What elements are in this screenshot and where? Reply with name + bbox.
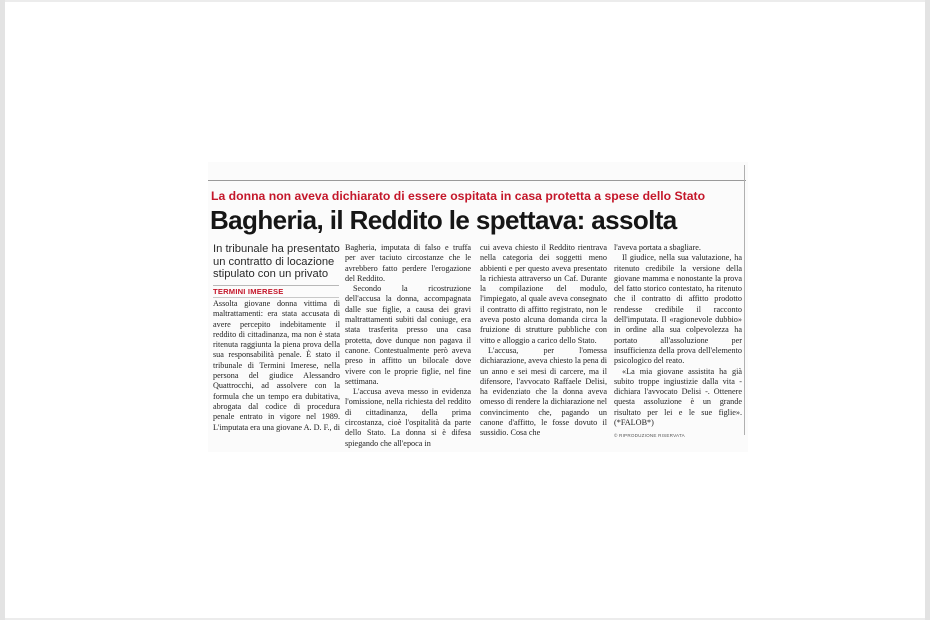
article-subhead: In tribunale ha presentato un contratto di locazione stipulato con un privato <box>213 243 340 281</box>
article-column-2 <box>345 243 471 449</box>
column-2-paragraph-1: Bagheria, imputata di falso e truffa per aver taciuto circostanze che le avrebbero fatto perdere l'erogazione del Reddito. <box>345 243 471 283</box>
frame-right-edge <box>925 0 930 620</box>
column-3-paragraph-2: L'accusa, per l'omessa dichiarazione, aveva chiesto la pena di un anno e sei mesi di carcere, ma il difensore, l'avvocato Raffaele Delisi, ha evidenziato che la donna aveva omesso di rendere la dichiarazione nel convincimento che, pagando un canone d'affitto, le fosse dovuto il sussidio. Cosa che <box>480 345 607 438</box>
article-dateline: TERMINI IMERESE <box>213 287 284 296</box>
frame-left-edge <box>0 0 5 620</box>
column-4-paragraph-1: l'aveva portata a sbagliare. <box>614 243 701 252</box>
frame-top-edge <box>0 0 930 2</box>
article-column-3 <box>480 243 607 439</box>
column-2-paragraph-3: L'accusa aveva messo in evidenza l'omissione, nella richiesta del reddito di cittadinanza, della prima circostanza, cioè l'ospitalità da parte dello Stato. La donna si è difesa spiegando che all'epoca in <box>345 387 471 448</box>
top-rule <box>208 180 746 181</box>
column-3-paragraph-1: cui aveva chiesto il Reddito rientrava nella categoria dei soggetti meno abbienti e per questo aveva presentato la richiesta attraverso un Caf. Durante la compilazione del modulo, l'impiegato, al quale aveva consegnato il contratto di affitto registrato, non le aveva posto alcuna domanda circa la fruizione di strutture pubbliche con vitto e alloggio a carico dello Stato. <box>480 243 607 345</box>
dateline-rule <box>213 285 339 286</box>
column-4-paragraph-3: «La mia giovane assistita ha già subito troppe ingiustizie dalla vita - dichiara l'avvocato Delisi -. Ottenere questa assoluzione è un grande risultato per lei e le sue figlie». (*FALOB*) <box>614 366 742 428</box>
column-2-paragraph-2: Secondo la ricostruzione dell'accusa la donna, accompagnata dalle sue figlie, a causa dei gravi maltrattamenti subiti dal coniuge, era stata trasferita presso una casa protetta, dove dunque non pagava il canone. Contestualmente però aveva preso in affitto un bilocale dove vivere con le proprie figlie, nel fine settimana. <box>345 284 471 386</box>
article-column-4 <box>614 243 742 442</box>
column-1-paragraph-1: Assolta giovane donna vittima di maltrattamenti: era stata accusata di avere percepito indebitamente il reddito di cittadinanza, ma non è stata ritenuta raggiunta la piena prova della sua responsabilità penale. È stato il tribunale di Termini Imerese, nella persona del giudice Alessandro Quattrocchi, ad assolvere con la formula che un tempo era dubitativa, abrogata dal codice di procedura penale entrato in vigore nel 1989. L'imputata era una giovane A. D. F., di <box>213 299 341 432</box>
article-headline: Bagheria, il Reddito le spettava: assolta <box>210 205 677 235</box>
copyright-credit: © RIPRODUZIONE RISERVATA <box>614 433 685 439</box>
article-column-1 <box>213 299 340 433</box>
article-kicker: La donna non aveva dichiarato di essere ospitata in casa protetta a spese dello Stato <box>211 189 706 203</box>
column-4-paragraph-2: Il giudice, nella sua valutazione, ha ritenuto credibile la versione della giovane mamma e nonostante la prova del fatto storico contestato, ha ritenuto che il contratto di affitto prodotto rendesse credibile il racconto dell'imputata. Il «ragionevole dubbio» in ordine alla sua colpevolezza ha portato all'assoluzione per insufficienza della prova dell'elemento psicologico del reato. <box>614 253 742 366</box>
dateline-rule-bottom <box>213 297 339 298</box>
